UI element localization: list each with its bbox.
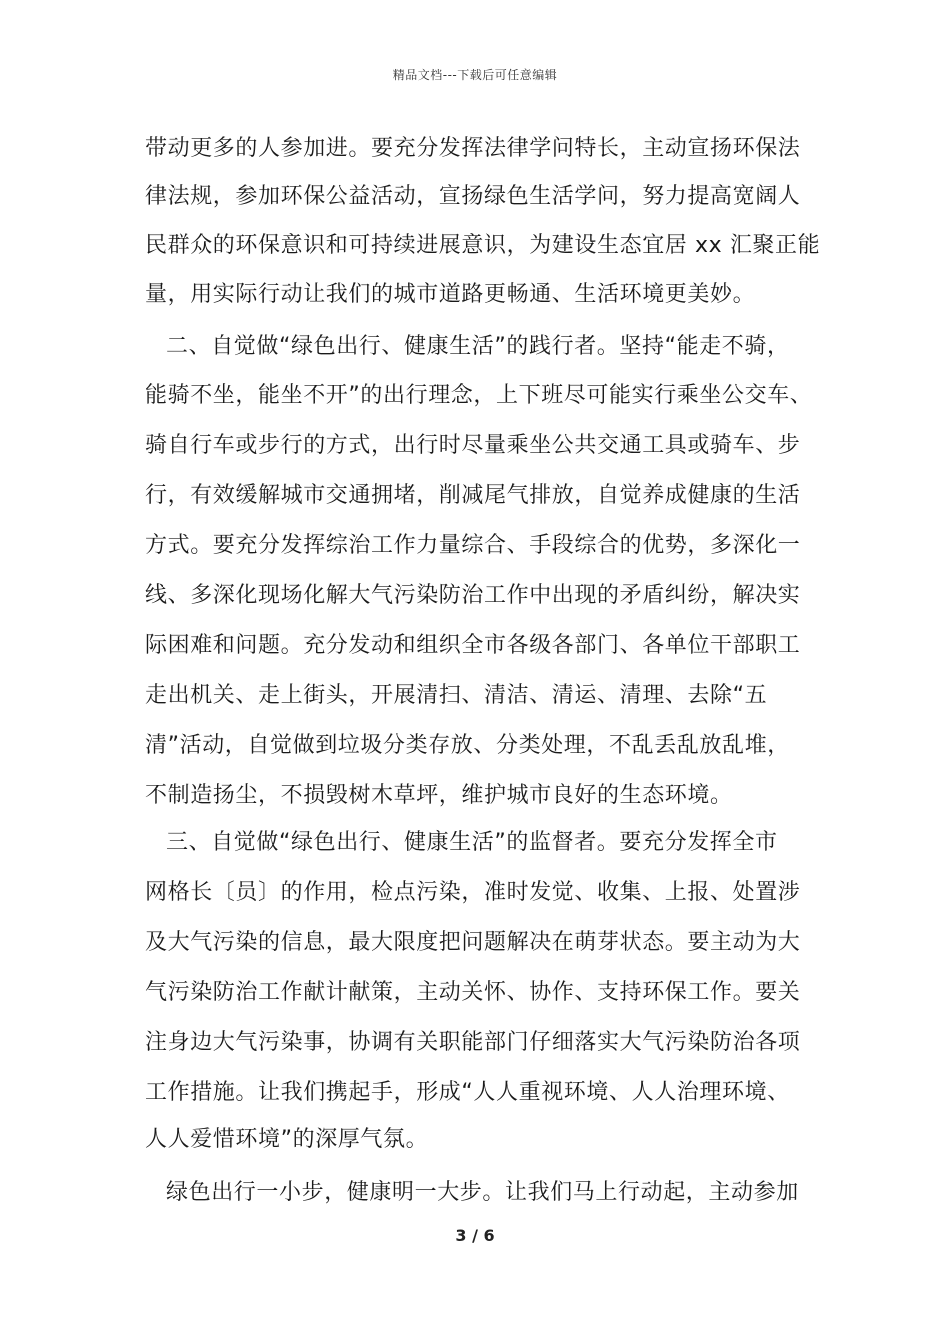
text-line: 走出机关、走上街头，开展清扫、清洁、清运、清理、去除“五 bbox=[145, 683, 768, 708]
text-line: 清”活动，自觉做到垃圾分类存放、分类处理，不乱丢乱放乱堆， bbox=[145, 733, 790, 758]
text-line: 律法规，参加环保公益活动，宣扬绿色生活学问，努力提高宽阔人 bbox=[145, 184, 801, 209]
text-line: 方式。要充分发挥综治工作力量综合、手段综合的优势，多深化一 bbox=[145, 533, 801, 558]
text-line: 三、自觉做“绿色出行、健康生活”的监督者。要充分发挥全市 bbox=[166, 830, 778, 855]
text-line: 及大气污染的信息，最大限度把问题解决在萌芽状态。要主动为大 bbox=[145, 930, 801, 955]
text-line: 网格长〔员〕的作用，检点污染，准时发觉、收集、上报、处置涉 bbox=[145, 880, 801, 905]
text-line: 际困难和问题。充分发动和组织全市各级各部门、各单位干部职工 bbox=[145, 633, 801, 658]
text-line: 能骑不坐，能坐不开”的出行理念，上下班尽可能实行乘坐公交车、 bbox=[145, 383, 813, 408]
text-line: 工作措施。让我们携起手，形成“人人重视环境、人人治理环境、 bbox=[145, 1080, 790, 1105]
text-line: 注身边大气污染事，协调有关职能部门仔细落实大气污染防治各项 bbox=[145, 1030, 801, 1055]
text-line: 骑自行车或步行的方式，出行时尽量乘坐公共交通工具或骑车、步 bbox=[145, 433, 801, 458]
page-number: 3 / 6 bbox=[455, 1226, 495, 1245]
text-line: 绿色出行一小步，健康明一大步。让我们马上行动起，主动参加 bbox=[166, 1180, 799, 1205]
text-line: 带动更多的人参加进。要充分发挥法律学问特长，主动宣扬环保法 bbox=[145, 136, 801, 161]
text-line: 气污染防治工作献计献策，主动关怀、协作、支持环保工作。要关 bbox=[145, 980, 801, 1005]
text-line: 行，有效缓解城市交通拥堵，削减尾气排放，自觉养成健康的生活 bbox=[145, 483, 801, 508]
text-line: 二、自觉做“绿色出行、健康生活”的践行者。坚持“能走不骑， bbox=[166, 334, 790, 359]
text-line: 人人爱惜环境”的深厚气氛。 bbox=[145, 1127, 429, 1152]
text-line: 民群众的环保意识和可持续进展意识，为建设生态宜居 xx 汇聚正能 bbox=[145, 233, 821, 258]
text-line: 量，用实际行动让我们的城市道路更畅通、生活环境更美妙。 bbox=[145, 282, 756, 307]
text-line: 不制造扬尘，不损毁树木草坪，维护城市良好的生态环境。 bbox=[145, 783, 733, 808]
text-line: 线、多深化现场化解大气污染防治工作中出现的矛盾纠纷，解决实 bbox=[145, 583, 801, 608]
page-header: 精品文档---下载后可任意编辑 bbox=[392, 68, 558, 82]
